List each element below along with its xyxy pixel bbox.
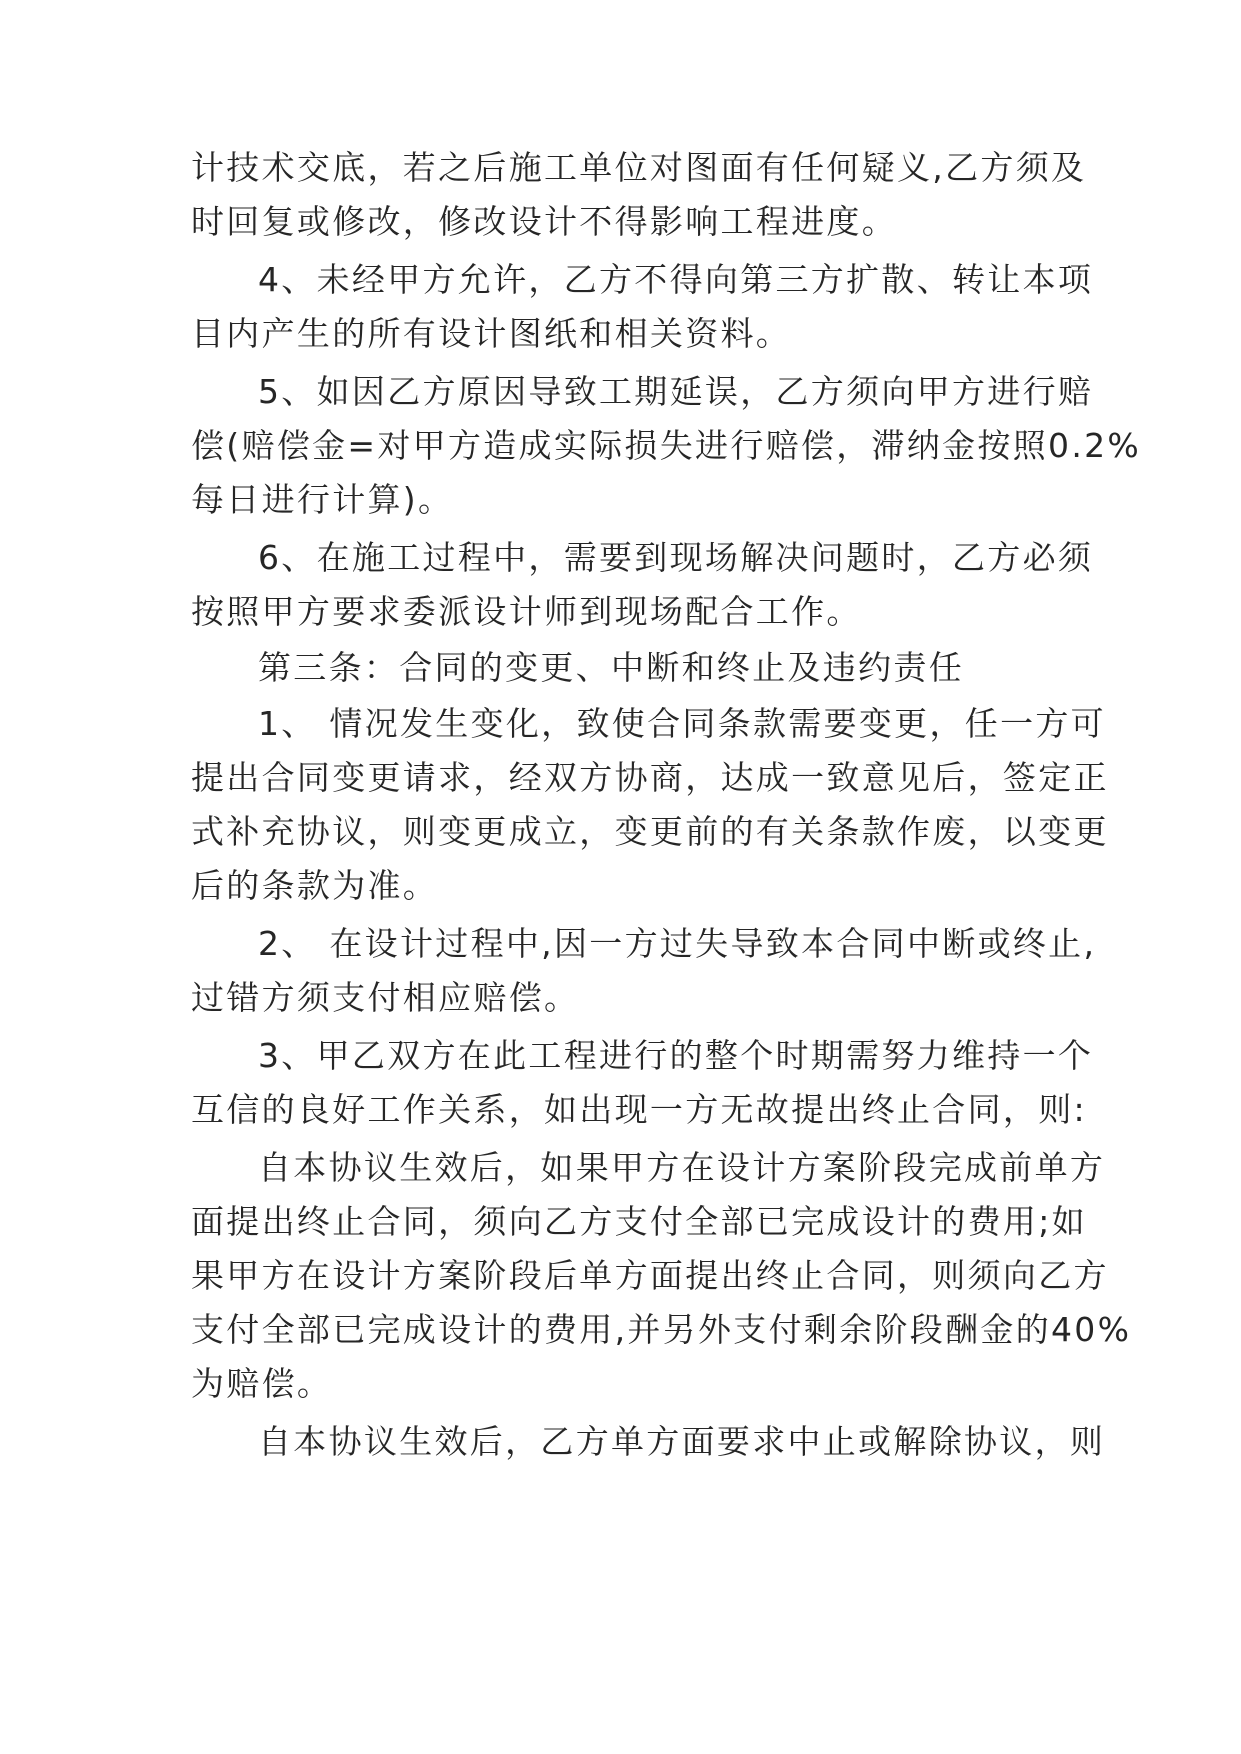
- text-line: 4、未经甲方允许，乙方不得向第三方扩散、转让本项: [258, 260, 1094, 299]
- text-line: 果甲方在设计方案阶段后单方面提出终止合同，则须向乙方: [191, 1256, 1109, 1295]
- text-line: 目内产生的所有设计图纸和相关资料。: [191, 314, 792, 353]
- text-line: 为赔偿。: [191, 1364, 333, 1403]
- text-line: 支付全部已完成设计的费用,并另外支付剩余阶段酬金的40%: [191, 1310, 1132, 1349]
- text-line: 1、 情况发生变化，致使合同条款需要变更，任一方可: [258, 704, 1106, 743]
- text-line: 每日进行计算)。: [191, 480, 454, 519]
- text-line: 后的条款为准。: [191, 866, 439, 905]
- text-line: 互信的良好工作关系，如出现一方无故提出终止合同，则:: [191, 1090, 1087, 1129]
- text-line: 提出合同变更请求，经双方协商，达成一致意见后，签定正: [191, 758, 1109, 797]
- text-line: 过错方须支付相应赔偿。: [191, 978, 580, 1017]
- text-line: 面提出终止合同，须向乙方支付全部已完成设计的费用;如: [191, 1202, 1087, 1241]
- text-line: 计技术交底，若之后施工单位对图面有任何疑义,乙方须及: [191, 148, 1087, 187]
- text-line: 偿(赔偿金=对甲方造成实际损失进行赔偿，滞纳金按照0.2%: [191, 426, 1142, 465]
- text-line: 自本协议生效后，如果甲方在设计方案阶段完成前单方: [258, 1148, 1106, 1187]
- text-line: 5、如因乙方原因导致工期延误，乙方须向甲方进行赔: [258, 372, 1094, 411]
- text-line: 时回复或修改，修改设计不得影响工程进度。: [191, 202, 897, 241]
- text-line: 式补充协议，则变更成立，变更前的有关条款作废，以变更: [191, 812, 1109, 851]
- text-line: 按照甲方要求委派设计师到现场配合工作。: [191, 592, 862, 631]
- section-heading: 第三条：合同的变更、中断和终止及违约责任: [258, 648, 964, 687]
- text-line: 2、 在设计过程中,因一方过失导致本合同中断或终止,: [258, 924, 1097, 963]
- text-line: 自本协议生效后，乙方单方面要求中止或解除协议，则: [258, 1422, 1106, 1461]
- text-line: 6、在施工过程中，需要到现场解决问题时，乙方必须: [258, 538, 1094, 577]
- text-line: 3、甲乙双方在此工程进行的整个时期需努力维持一个: [258, 1036, 1094, 1075]
